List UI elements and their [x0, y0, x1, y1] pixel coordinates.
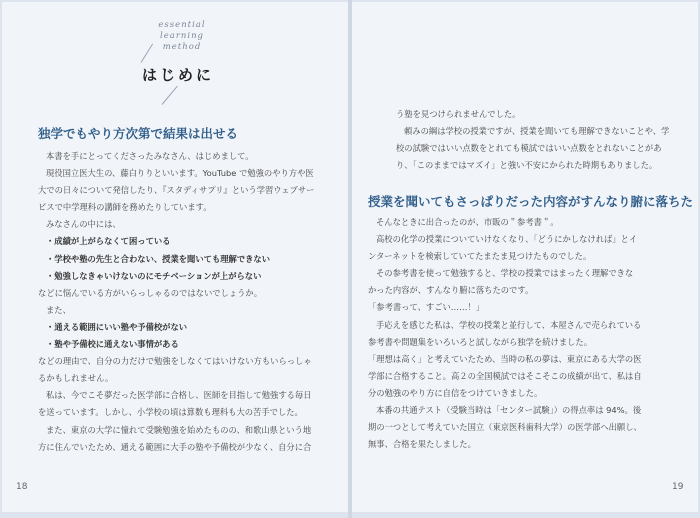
text-line: を送っています。しかし、小学校の頃は算数も理科も大の苦手でした。 [38, 407, 303, 418]
header-en-line: method [162, 42, 202, 52]
bullet-line: ・学校や塾の先生と合わない、授業を聞いても理解できない [46, 253, 271, 264]
bullet-line: ・通える範囲にいい塾や予備校がない [46, 321, 188, 332]
header-english [152, 20, 212, 53]
text-line: ンターネットを検索していてたまたま見つけたものでした。 [368, 251, 592, 262]
text-line: 「理想は高く」と考えていたため、当時の私の夢は、東京にある大学の医 [368, 353, 642, 364]
section-heading: 独学でもやり方次第で結果は出せる [38, 126, 239, 141]
header-en-line: learning [160, 31, 204, 41]
text-line: 期の一つとして考えていた国立（東京医科歯科大学）の医学部へ出願し、 [368, 422, 642, 433]
header-en-line: essential [158, 20, 206, 30]
text-line: 大での日々について発信したり、『スタディサプリ』という学習ウェブサー [38, 185, 315, 196]
bullet-line: ・勉強しなきゃいけないのにモチベーションが上がらない [46, 270, 262, 281]
right-body-text-top [396, 106, 669, 174]
decorative-line-bottom [162, 86, 178, 105]
text-line: などに悩んでいる方がいらっしゃるのではないでしょうか。 [38, 287, 263, 298]
left-page [2, 2, 348, 512]
text-line: また、東京の大学に憧れて受験勉強を始めたものの、和歌山県という地 [46, 424, 312, 435]
text-line: などの理由で、自分の力だけで勉強をしなくてはいけない方もいらっしゃ [38, 356, 312, 367]
text-line: ビスで中学理科の講師を務めたりしています。 [38, 202, 212, 213]
section-heading: 授業を聞いてもさっぱりだった内容がすんなり腑に落ちた [368, 194, 694, 209]
text-line: かった内容が、すんなり腑に落ちたのです。 [368, 285, 534, 296]
text-line: 参考書や問題集をいろいろと試しながら独学を続けました。 [368, 336, 593, 347]
text-line: また、 [46, 304, 71, 315]
text-line: 方に住んでいたため、通える範囲に大手の塾や予備校が少なく、自分に合 [38, 441, 312, 452]
text-line: 本書を手にとってくださったみなさん、はじめまして。 [46, 151, 254, 161]
text-line: 校の試験ではいい点数をとれても模試ではいい点数をとれないことがあ [396, 143, 662, 154]
page-number-left: 18 [16, 482, 28, 492]
right-body-text-bottom [368, 214, 642, 453]
text-line: 無事、合格を果たしました。 [368, 439, 476, 450]
text-line: 分の勉強のやり方に自信をつけていきました。 [368, 387, 543, 398]
right-page [352, 2, 698, 512]
text-line: 「参考書って、すごい……！」 [368, 302, 484, 313]
page-number-right: 19 [672, 482, 684, 492]
text-line: その参考書を使って勉強すると、学校の授業ではまったく理解できな [376, 268, 634, 279]
text-line: 現役国立医大生の、藤白りりといいます。YouTube で勉強のやり方や医 [46, 168, 314, 179]
chapter-title: はじめに [142, 66, 215, 84]
text-line: 学部に合格すること。高２の全国模試ではそこそこの成績が出て、私は自 [368, 370, 642, 381]
text-line: 私は、今でこそ夢だった医学部に合格し、医師を目指して勉強する毎日 [46, 390, 312, 401]
left-body-text [38, 148, 314, 456]
text-line: そんなときに出合ったのが、市販の＂参考書＂。 [376, 217, 559, 227]
text-line: 本番の共通テスト（受験当時は「センター試験」）の得点率は 94%。後 [376, 405, 642, 416]
text-line: 高校の化学の授業についていけなくなり、「どうにかしなければ」とイ [376, 234, 638, 245]
bullet-line: ・成績が上がらなくて困っている [46, 236, 171, 247]
decorative-line-top [141, 44, 154, 63]
text-line: り、「このままではマズイ」と強い不安にかられた時期もありました。 [396, 160, 658, 171]
text-line: う塾を見つけられませんでした。 [396, 109, 521, 119]
text-line: みなさんの中には、 [46, 219, 121, 230]
text-line: 手応えを感じた私は、学校の授業と並行して、本屋さんで売られている [376, 319, 642, 330]
bullet-line: ・塾や予備校に通えない事情がある [46, 339, 179, 350]
text-line: 頼みの綱は学校の授業ですが、授業を聞いても理解できないことや、学 [404, 126, 670, 137]
text-line: るかもしれません。 [38, 373, 114, 384]
